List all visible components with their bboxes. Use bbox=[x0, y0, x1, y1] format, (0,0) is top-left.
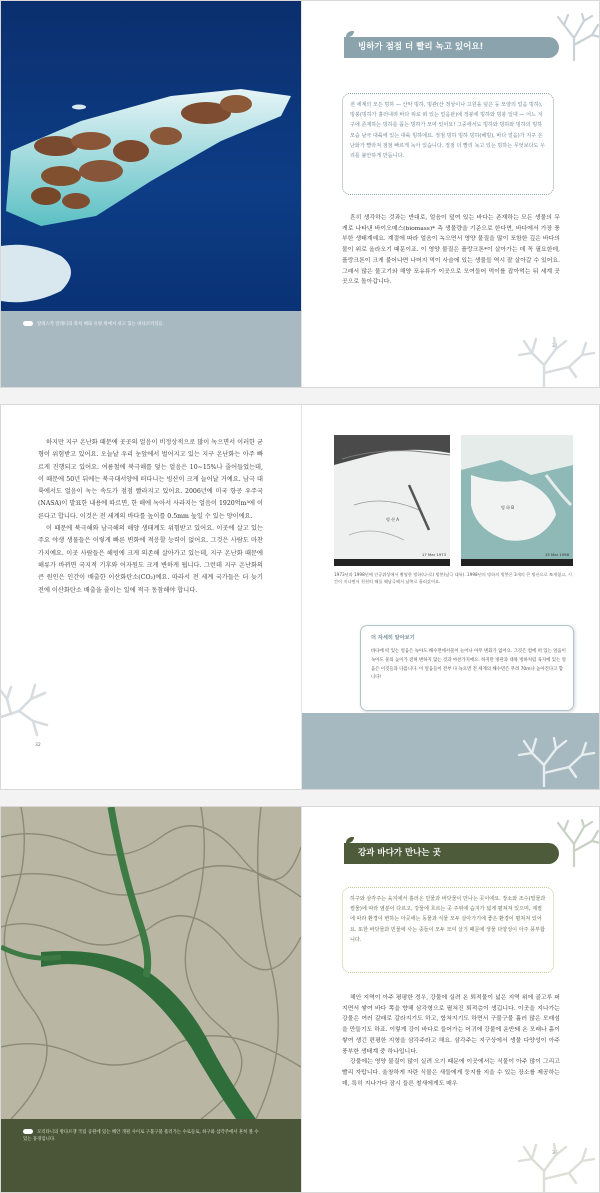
spread-2 bbox=[0, 404, 600, 790]
left-page-delta bbox=[1, 807, 301, 1192]
body-text bbox=[342, 213, 560, 288]
right-page-estuary bbox=[301, 807, 600, 1192]
coral-decoration-bottom bbox=[514, 1141, 599, 1192]
intro-box-text: 하구와 삼각주는 육지에서 흘러온 민물과 바닷물이 만나는 곳이에요. 장소와 조수(밀물과 썰물)에 따라 염분이 다르고, 강물에 흐르는 곳 주위에 습지가 넓게 펼쳐져 있으며, 계절에 따라 환경이 변하는 아곳에는 동물과 식물 모두 살아가기에 좋은 환경이 펼쳐져 있어요. 또한 바닷물과 민물에 사는 종들이 모두 모여 살기 때문에 생물 다양성이 아주 풍부합니다. bbox=[350, 896, 546, 943]
coral-decoration-left bbox=[1, 677, 59, 737]
satellite-image-1973 bbox=[334, 435, 450, 566]
coral-decoration-top bbox=[552, 819, 600, 867]
spread-gap-1 bbox=[0, 388, 600, 404]
sat-date-label-right: 15 Mar 1998 bbox=[544, 552, 569, 557]
coral-decoration-right bbox=[514, 735, 599, 787]
sat-inner-label-right: 빙 하 B bbox=[501, 505, 515, 510]
estuary-paragraph-1: 해안 지역이 아주 평평한 경우, 강물에 실려 온 퇴적물이 넓은 지역 위에 골고루 퍼지면서 쌓여 바다 쪽을 향해 삼각형으로 펼쳐진 퇴적층이 생깁니다. 이곳을 지나가는 강물은 여러 갈래로 갈라지기도 하고, 합쳐지기도 하면서 구불구불 흘러 많은 모래섬을 만들기도 하죠. 이렇게 강이 바다로 들어가는 어귀에 강물에 운반돼 온 모래나 흙이 쌓여 생긴 편평한 지형을 삼각주라고 해요. 삼각주는 지구상에서 생물 다양성이 아주 풍부한 생태계 중 하나입니다. bbox=[342, 995, 560, 1055]
delta-photo bbox=[1, 807, 301, 1119]
walrus-photo bbox=[1, 1, 301, 311]
satellite-image-1998 bbox=[461, 435, 573, 566]
satellite-teal-graphic bbox=[461, 435, 573, 566]
more-info-title: 더 자세히 알아보기 bbox=[371, 635, 415, 641]
intro-box bbox=[342, 887, 554, 973]
section-title-text: 강과 바다가 만나는 곳 bbox=[358, 848, 441, 858]
page-number-left: 32 bbox=[35, 743, 41, 748]
intro-box bbox=[342, 93, 554, 195]
warming-paragraph-1: 하지만 지구 온난화 때문에 곳곳의 얼음이 비정상적으로 많이 녹으면서 이러한 균형이 위험받고 있어요. 오늘날 우리 눈앞에서 벌어지고 있는 지구 온난화는 아주 빠르게 진행되고 있어요. 여름철에 북극해를 덮는 얼음은 10~15%나 줄어들었는데, 이 때문에 50년 뒤에는 북극대서양에 떠다니는 빙산이 크게 늘어날 거예요. 남극 대륙에서도 얼음이 녹는 속도가 점점 빨라지고 있어요. 2006년에 미국 항공 우주국(NASA)이 발표한 내용에 따르면, 한 해에 녹아서 사라지는 얼음이 1920억m³에 이른다고 합니다. 이것은 전 세계의 바다를 높이를 0.5mm 높일 수 있는 양이에요. bbox=[38, 439, 263, 520]
estuary-paragraph-2: 강물에는 영양 물질이 많이 실려 오기 때문에 이곳에서는 식물이 아주 많이 그리고 빨리 자랍니다. 울창하게 자란 식물은 새들에게 둥지를 지을 수 있는 장소를 제공하는데, 특히 지나가다 잠시 들른 철새에게도 매우 bbox=[342, 1059, 560, 1087]
spread-1 bbox=[0, 0, 600, 388]
satellite-caption: 1973년과 1998년에 인공위성에서 촬영한 빙하(나-로) 빙붕(남극 대륙). 1998년의 빙하의 빙붕은 3개의 큰 빙산으로 쪼개졌고, 시간이 지나면서 천천히 해를 해남극해서 남쪽로 흘러갔어요. bbox=[334, 572, 572, 584]
right-page-satellite bbox=[301, 405, 600, 789]
more-info-text: 바다에 떠 있는 얼음은 녹아도 해수면에서물이 늘어나 아무 변화가 없어요. 그것은 컵에 떠 있는 얼음이 녹아도 물의 높이가 전혀 변하지 않는 것과 마찬가지예요. 하지만 빙관과 대륙 빙하처럼 육지에 있는 얼음은 이것들과 다릅니다. 이 얼음들이 전부 다 녹으면 전 세계의 해수면은 무려 70m나 높아진다고 합니다! bbox=[371, 649, 566, 681]
caption-bullet bbox=[23, 321, 33, 326]
sat-date-label-left: 17 Mar 1973 bbox=[421, 552, 446, 557]
walrus-photo-caption bbox=[23, 321, 293, 328]
page-number: 31 bbox=[552, 344, 558, 349]
delta-photo-caption bbox=[23, 1129, 263, 1143]
section-title-text: 빙하가 점점 더 빨리 녹고 있어요! bbox=[358, 42, 484, 52]
left-page-warming bbox=[1, 405, 301, 789]
spread-3 bbox=[0, 806, 600, 1193]
sat-inner-label-left: 빙 산 A bbox=[386, 517, 400, 522]
left-page-walrus bbox=[1, 1, 301, 387]
warming-body bbox=[38, 437, 263, 597]
spread-gap-2 bbox=[0, 790, 600, 806]
coral-decoration-top bbox=[552, 13, 600, 61]
caption-text: 모리타니의 방다르갱 국립 공원에 있는 해안 개펄 사이로 구불구불 흘러가는 수로들로, 하구와 삼각주에서 흔히 볼 수 있는 풍경입니다. bbox=[23, 1130, 259, 1142]
satellite-bw-graphic bbox=[334, 435, 450, 566]
section-title bbox=[344, 37, 559, 58]
intro-box-text: 전 세계의 모든 빙하 — 산악 빙하, 빙관(산 정상이나 고원을 덮은 둥 모양의 얼음 빙하), 빙붕(빙하가 흘러내려 바다 위로 떠 있는 얼음판)에 정붕에 빙하와 빙붕 일대 — 어느 지구에 존재하는 빙하를 꼽는 빙하가 모여 있어요! 그중에서도 빙하와 빙하와 빙하의 빙하 모습 남극 대륙에 있는 대륙 빙하에요. 정점 빙하 빙하 빙하(해빙), 바다 얼음)가 지구 온난화가 빨라져 점점 빠르게 녹아 있습니다. 정점 더 빨리 녹고 있는 빙하는 무엇보다도 우리를 불안하게 만듭니다. bbox=[350, 102, 545, 160]
warming-paragraph-2: 이 때문에 북극해와 남극해의 해양 생태계도 위험받고 있어요. 이곳에 살고 있는 주요 야생 생물들은 이렇게 빠른 변화에 적응할 능력이 없어요. 그것은 사람도 마찬가지예요. 이곳 사람들은 해빙에 크게 의존해 살아가고 있는데, 지구 온난화 때문에 해류가 바뀌면 국지적 기후와 어자원도 크게 변하게 됩니다. 그런데 지구 온난화의 큰 원인은 인간이 배출한 이산화탄소(CO₂)예요. 따라서 전 세계 국가들은 더 늦기 전에 이산화탄소 배출을 줄이는 일에 적극 동참해야 합니다. bbox=[38, 525, 263, 594]
section-title bbox=[344, 843, 559, 864]
estuary-body bbox=[342, 993, 560, 1089]
body-paragraph: 흔히 생각하는 것과는 반대로, 얼음이 덮여 있는 바다는 존재하는 모든 생물의 무게로 나타낸 바이오매스(biomass)* 측 생물량을 기준으로 한다면, 바다에서 가장 풍부한 생태계예요. 계절에 따라 얼음이 녹으면서 영양 물질을 많이 포함한 깊은 바다의 물이 위로 올라오기 때문이죠. 이 영양 물질은 플랑크톤*이 살아가는 데 꼭 필요한데, 플랑크톤이 크게 불어나면 나머지 먹이 사슬에 있는 생물들 역시 잘 살아갈 수 있어요. 그래서 많은 물고기와 해양 포유류가 이곳으로 모여들어 먹이를 잡아먹는 뒤 세계 곳곳으로 돌아갑니다. bbox=[342, 215, 560, 286]
more-info-box bbox=[360, 625, 574, 711]
caption-text: 알래스카 알래디의 축치 해와 유빙 위에서 쉬고 있는 바다코끼리들. bbox=[37, 322, 165, 327]
caption-bullet bbox=[23, 1129, 33, 1134]
page-number: 35 bbox=[552, 1151, 558, 1156]
coral-decoration-bottom bbox=[514, 335, 599, 387]
right-page-glaciers bbox=[301, 1, 600, 387]
